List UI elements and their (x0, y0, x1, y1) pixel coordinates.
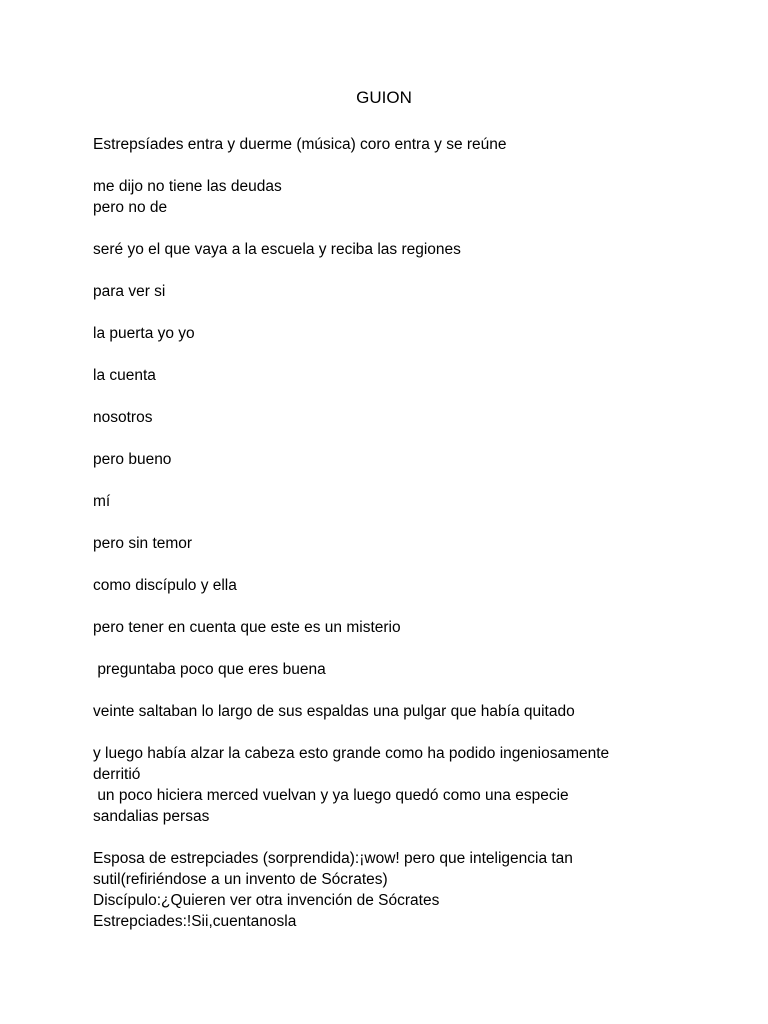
paragraph (93, 449, 673, 470)
text-line: para ver si (93, 283, 166, 300)
text-line: un poco hiciera merced vuelvan y ya luego quedó como una especie (93, 787, 569, 804)
paragraph (93, 365, 673, 386)
text-line: la puerta yo yo (93, 325, 195, 342)
text-line: como discípulo y ella (93, 577, 237, 594)
paragraph (93, 575, 673, 596)
text-line: Estrepciades:!Sii,cuentanosla (93, 913, 297, 930)
paragraph (93, 239, 673, 260)
text-line: veinte saltaban lo largo de sus espaldas una pulgar que había quitado (93, 703, 575, 720)
text-line: nosotros (93, 409, 153, 426)
paragraph (93, 176, 673, 218)
text-line: pero sin temor (93, 535, 193, 552)
text-line: sutil(refiriéndose a un invento de Sócrates) (93, 871, 388, 888)
page-title: GUION (356, 88, 412, 107)
paragraph (93, 491, 673, 512)
paragraph (93, 134, 673, 155)
paragraph (93, 659, 673, 680)
text-line: Discípulo:¿Quieren ver otra invención de Sócrates (93, 892, 440, 909)
paragraph (93, 407, 673, 428)
text-line: Esposa de estrepciades (sorprendida):¡wow! pero que inteligencia tan (93, 850, 573, 867)
paragraph (93, 533, 673, 554)
paragraph (93, 617, 673, 638)
text-line: pero bueno (93, 451, 172, 468)
document-body (93, 134, 673, 932)
paragraph (93, 848, 673, 932)
text-line: y luego había alzar la cabeza esto grande como ha podido ingeniosamente (93, 745, 610, 762)
text-line: seré yo el que vaya a la escuela y reciba las regiones (93, 241, 461, 258)
paragraph (93, 281, 673, 302)
text-line: sandalias persas (93, 808, 210, 825)
text-line: me dijo no tiene las deudas (93, 178, 282, 195)
text-line: pero tener en cuenta que este es un misterio (93, 619, 401, 636)
paragraph (93, 743, 673, 827)
paragraph (93, 323, 673, 344)
text-line: pero no de (93, 199, 168, 216)
text-line: preguntaba poco que eres buena (93, 661, 326, 678)
text-line: Estrepsíades entra y duerme (música) coro entra y se reúne (93, 136, 507, 153)
paragraph (93, 701, 673, 722)
text-line: mí (93, 493, 111, 510)
text-line: la cuenta (93, 367, 156, 384)
text-line: derritió (93, 766, 141, 783)
